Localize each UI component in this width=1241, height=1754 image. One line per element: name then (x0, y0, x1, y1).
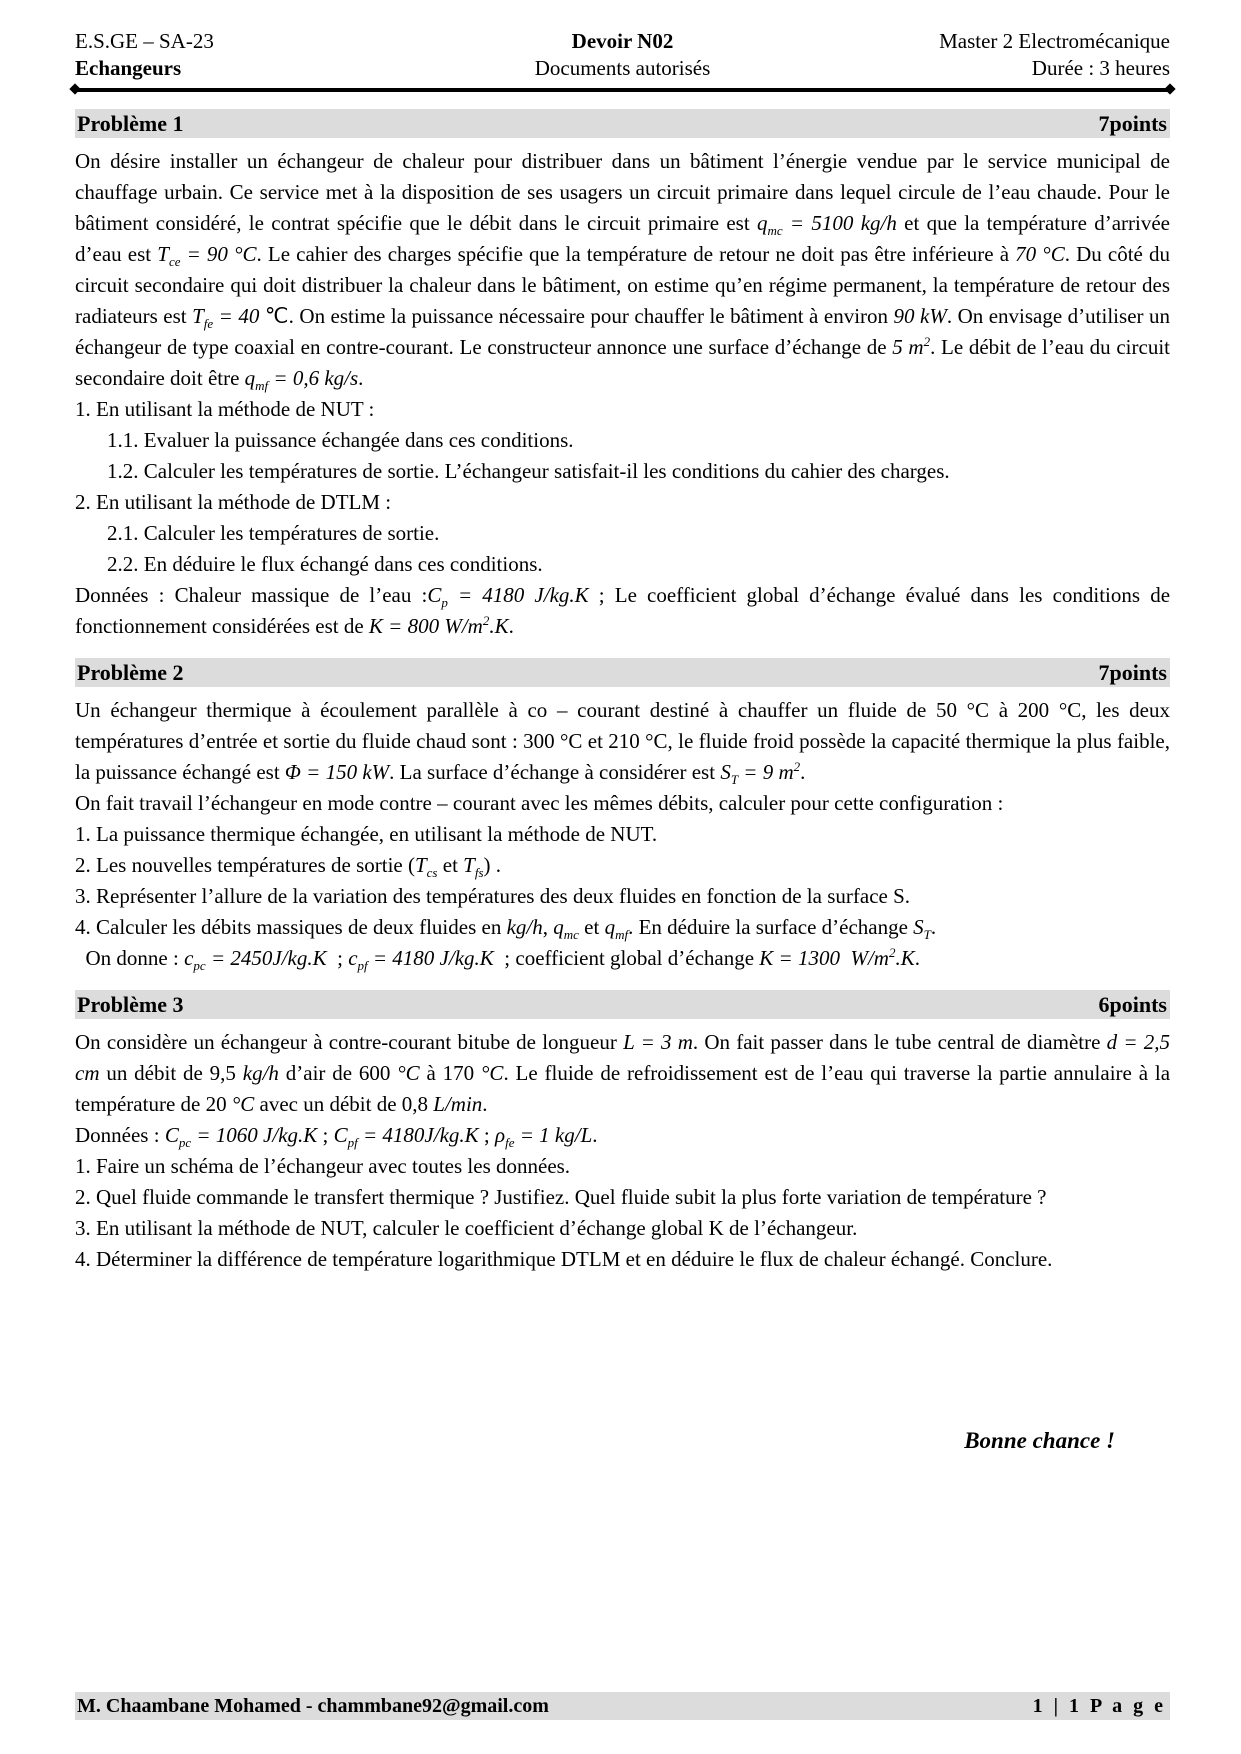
math-symbol: L/min (433, 1092, 483, 1116)
math-expression (243, 1061, 279, 1085)
text-segment: et que la température d’arrivée d’eau est (75, 211, 1171, 266)
text-segment: d’air de 600 (278, 1061, 398, 1085)
math-expression (433, 1092, 482, 1116)
math-expression (164, 1123, 318, 1151)
math-symbol: C (427, 583, 442, 607)
math-symbol: °C (231, 1092, 255, 1116)
text-segment: . (482, 1092, 488, 1116)
subject-name: Echangeurs (75, 56, 182, 80)
math-rest: = 0,6 kg/s (268, 366, 359, 390)
text-segment: 3. Représenter l’allure de la variation des températures des deux fluides en fonction de la surface S. (75, 884, 911, 908)
math-expression (756, 211, 897, 239)
math-expression (348, 946, 494, 974)
math-symbol: Φ = 150 kW (284, 760, 390, 784)
math-symbol: T (463, 853, 475, 877)
math-symbol: 70 °C (1015, 242, 1065, 266)
question-2-1: 2.1. Calculer les températures de sortie. (107, 521, 440, 545)
problem-3-data (75, 1120, 1170, 1151)
text-segment: avec un débit de 0,8 (254, 1092, 434, 1116)
math-subscript: fe (505, 1135, 515, 1151)
math-symbol: kg/h (242, 1061, 279, 1085)
problem-points: 7points (1098, 111, 1167, 136)
text-segment: On fait travail l’échangeur en mode contre – courant avec les mêmes débits, calculer pour cette configuration : (75, 791, 1004, 815)
math-subscript: T (730, 772, 739, 788)
math-symbol: °C (481, 1061, 504, 1085)
text-segment: ; Le coefficient global d’échange évalué dans les conditions de fonctionnement considérées est de (75, 583, 1171, 638)
math-symbol: K = 1300 W/m (759, 946, 889, 970)
problem-2-data (75, 943, 1170, 974)
math-expression (427, 583, 589, 611)
math-expression (720, 760, 794, 788)
math-subscript: pc (193, 958, 206, 974)
text-segment: . Le fluide de refroidissement est de l’eau qui traverse la partie annulaire à la température de 20 (75, 1061, 1171, 1116)
question-1-2: 1.2. Calculer les températures de sortie. L’échangeur satisfait-il les conditions du cahier des charges. (107, 459, 950, 483)
school-code: E.S.GE – SA-23 (75, 29, 214, 53)
duration: Durée : 3 heures (1031, 56, 1170, 80)
text-segment: Un échangeur thermique à écoulement parallèle à co – courant destiné à chauffer un fluide de 50 °C à 200 °C, les deux températures d’entrée et sortie du fluide chaud sont : 300 °C et 210 °C, le fluide froid possède la capacité thermique la plus faible, la puissance échangé est (75, 698, 1170, 784)
math-rest: = 4180 J/kg.K (367, 946, 494, 970)
math-symbol: 90 kW (893, 304, 947, 328)
text-segment: ; (478, 1123, 496, 1147)
math-expression (157, 242, 257, 270)
problem-points: 7points (1098, 660, 1167, 685)
problem-title: Problème 2 (77, 660, 184, 685)
text-segment: . (508, 614, 514, 638)
math-subscript: pf (357, 958, 368, 974)
question-3 (75, 881, 1170, 912)
footer (75, 1692, 1170, 1720)
math-expression (244, 366, 359, 394)
text-segment: ; coefficient global d’échange (493, 946, 760, 970)
text-segment: . (914, 946, 920, 970)
math-superscript: 2 (923, 334, 931, 349)
header-divider (75, 88, 1170, 92)
problem-points: 6points (1098, 992, 1167, 1017)
question-1-1: 1.1. Evaluer la puissance échangée dans ces conditions. (107, 428, 574, 452)
math-subscript: mc (563, 927, 579, 943)
math-symbol: T (157, 242, 169, 266)
math-expression (913, 915, 931, 943)
math-symbol: 5 m (892, 335, 924, 359)
text-segment: ; (326, 946, 349, 970)
problem-title: Problème 1 (77, 111, 184, 136)
problem-2-body (75, 695, 1170, 974)
math-rest: .K (489, 614, 509, 638)
text-segment: On considère un échangeur à contre-courant bitube de longueur (75, 1030, 624, 1054)
text-segment: On donne : (75, 946, 185, 970)
document-body (75, 109, 1170, 1291)
math-rest: = 1 kg/L (514, 1123, 593, 1147)
math-expression (1015, 242, 1065, 266)
math-subscript: mc (767, 223, 783, 239)
math-symbol: ρ (495, 1123, 506, 1147)
text-segment: ℃. On estime la puissance nécessaire pour chauffer le bâtiment à environ (259, 304, 894, 328)
math-symbol: q (756, 211, 768, 235)
math-superscript: 2 (482, 613, 490, 628)
text-segment: 2. Les nouvelles températures de sortie ( (75, 853, 415, 877)
question-2: 2. En utilisant la méthode de DTLM : (75, 490, 392, 514)
text-segment: . On fait passer dans le tube central de diamètre (692, 1030, 1107, 1054)
math-subscript: T (923, 927, 931, 943)
math-expression (894, 304, 947, 328)
math-subscript: mf (255, 378, 269, 394)
text-segment: . Du côté du circuit secondaire qui doit distribuer la chaleur dans le bâtiment, on estime qu’en régime permanent, la température de retour des radiateurs est (75, 242, 1171, 328)
question-2-2: 2.2. En déduire le flux échangé dans ces conditions. (107, 552, 543, 576)
question-3: 3. En utilisant la méthode de NUT, calculer le coefficient d’échange global K de l’échangeur. (75, 1216, 858, 1240)
question-4 (75, 912, 1170, 943)
page-number: 1 | 1 P a g e (1032, 1695, 1166, 1717)
math-rest: = 4180 J/kg.K (447, 583, 589, 607)
math-rest: = 5100 kg/h (782, 211, 897, 235)
program-name: Master 2 Electromécanique (939, 29, 1170, 53)
math-rest: = 1060 J/kg.K (191, 1123, 318, 1147)
text-segment: et (578, 915, 605, 939)
math-expression (759, 946, 914, 970)
question-1 (75, 819, 1170, 850)
math-expression (481, 1061, 503, 1085)
text-segment: Données : Chaleur massique de l’eau : (75, 583, 428, 607)
problem-2-header (75, 658, 1170, 687)
problem-title: Problème 3 (77, 992, 184, 1017)
math-symbol: c (348, 946, 358, 970)
math-symbol: L = 3 m (623, 1030, 693, 1054)
math-expression (414, 853, 438, 881)
math-expression (397, 1061, 419, 1085)
documents-note: Documents autorisés (534, 56, 711, 80)
math-symbol: c (184, 946, 194, 970)
problem-1-statement (75, 146, 1170, 394)
divider-end-left (69, 83, 80, 94)
math-symbol: q (604, 915, 616, 939)
problem-2-statement (75, 695, 1170, 788)
text-segment: et (437, 853, 464, 877)
text-segment: Données : (75, 1123, 165, 1147)
math-symbol: S (913, 915, 924, 939)
math-expression (192, 304, 260, 332)
text-segment: . Le débit de l’eau du circuit secondaire doit être (75, 335, 1170, 390)
math-expression (369, 614, 509, 638)
math-subscript: fs (474, 865, 484, 881)
problem-1-header (75, 109, 1170, 138)
math-symbol: q (244, 366, 256, 390)
question-1: 1. Faire un schéma de l’échangeur avec toutes les données. (75, 1154, 571, 1178)
question-1: 1. En utilisant la méthode de NUT : (75, 397, 375, 421)
math-rest: = 9 m (738, 760, 794, 784)
math-expression (285, 760, 389, 784)
math-subscript: p (441, 595, 448, 611)
problem-3-header (75, 990, 1170, 1019)
math-rest: = 4180J/kg.K (357, 1123, 479, 1147)
math-expression (463, 853, 484, 881)
math-rest: = 90 °C (180, 242, 257, 266)
question-2: 2. Quel fluide commande le transfert thermique ? Justifiez. Quel fluide subit la plus forte variation de température ? (75, 1185, 1047, 1209)
text-segment: à 170 (419, 1061, 482, 1085)
exam-title: Devoir N02 (571, 29, 674, 53)
math-symbol: °C (397, 1061, 420, 1085)
math-symbol: d = 2,5 cm (75, 1030, 1170, 1085)
text-segment: 1. La puissance thermique échangée, en utilisant la méthode de NUT. (75, 822, 658, 846)
problem-2-instruction (75, 788, 1170, 819)
math-symbol: C (333, 1123, 348, 1147)
math-expression (184, 946, 327, 974)
math-subscript: pf (347, 1135, 358, 1151)
math-subscript: pc (178, 1135, 192, 1151)
question-2 (75, 850, 1170, 881)
text-segment: . (358, 366, 364, 390)
problem-1-data (75, 580, 1170, 642)
math-symbol: kg/h (506, 915, 543, 939)
math-rest: = 40 (213, 304, 260, 328)
footer-author: M. Chaambane Mohamed - chammbane92@gmail.com (77, 1695, 549, 1717)
math-symbol: T (414, 853, 427, 877)
text-segment: . (800, 760, 806, 784)
question-4: 4. Déterminer la différence de température logarithmique DTLM et en déduire le flux de chaleur échangé. Conclure. (75, 1247, 1053, 1271)
math-subscript: ce (168, 254, 181, 270)
problem-1-body (75, 146, 1170, 642)
math-expression (507, 915, 543, 939)
math-expression (553, 915, 579, 943)
text-segment: ; (317, 1123, 334, 1147)
math-symbol: C (164, 1123, 179, 1147)
math-subscript: fe (203, 316, 214, 332)
math-expression (232, 1092, 254, 1116)
math-expression (333, 1123, 479, 1151)
text-segment: , (542, 915, 554, 939)
math-symbol: K = 800 W/m (368, 614, 483, 638)
math-subscript: mf (615, 927, 629, 943)
problem-3-body (75, 1027, 1170, 1275)
math-rest: .K (895, 946, 915, 970)
math-rest: = 2450J/kg.K (205, 946, 327, 970)
text-segment: . La surface d’échange à considérer est (389, 760, 721, 784)
math-superscript: 2 (793, 759, 801, 774)
math-symbol: T (192, 304, 204, 328)
text-segment: un débit de 9,5 (99, 1061, 243, 1085)
text-segment: ) . (483, 853, 502, 877)
text-segment: 4. Calculer les débits massiques de deux fluides en (75, 915, 507, 939)
text-segment: . (592, 1123, 598, 1147)
math-expression (604, 915, 629, 943)
text-segment: . (930, 915, 937, 939)
closing-message: Bonne chance ! (964, 1428, 1115, 1453)
math-superscript: 2 (888, 945, 896, 960)
divider-end-right (1164, 83, 1175, 94)
math-expression (495, 1123, 593, 1151)
text-segment: On désire installer un échangeur de chaleur pour distribuer dans un bâtiment l’énergie vendue par le service municipal de chauffage urbain. Ce service met à la disposition de ses usagers un circuit primaire dans lequel circule de l’eau chaude. Pour le bâtiment considéré, le contrat spécifie que le débit dans le circuit primaire est (75, 149, 1170, 235)
math-subscript: cs (426, 865, 438, 881)
text-segment: . En déduire la surface d’échange (628, 915, 914, 939)
math-symbol: q (553, 915, 564, 939)
math-symbol: S (720, 760, 731, 784)
text-segment: . On envisage d’utiliser un échangeur de type coaxial en contre-courant. Le constructeur annonce une surface d’échange de (75, 304, 1170, 359)
problem-3-statement (75, 1027, 1170, 1120)
math-expression (892, 335, 930, 359)
math-expression (623, 1030, 693, 1054)
text-segment: . Le cahier des charges spécifie que la température de retour ne doit pas être inférieure à (256, 242, 1016, 266)
